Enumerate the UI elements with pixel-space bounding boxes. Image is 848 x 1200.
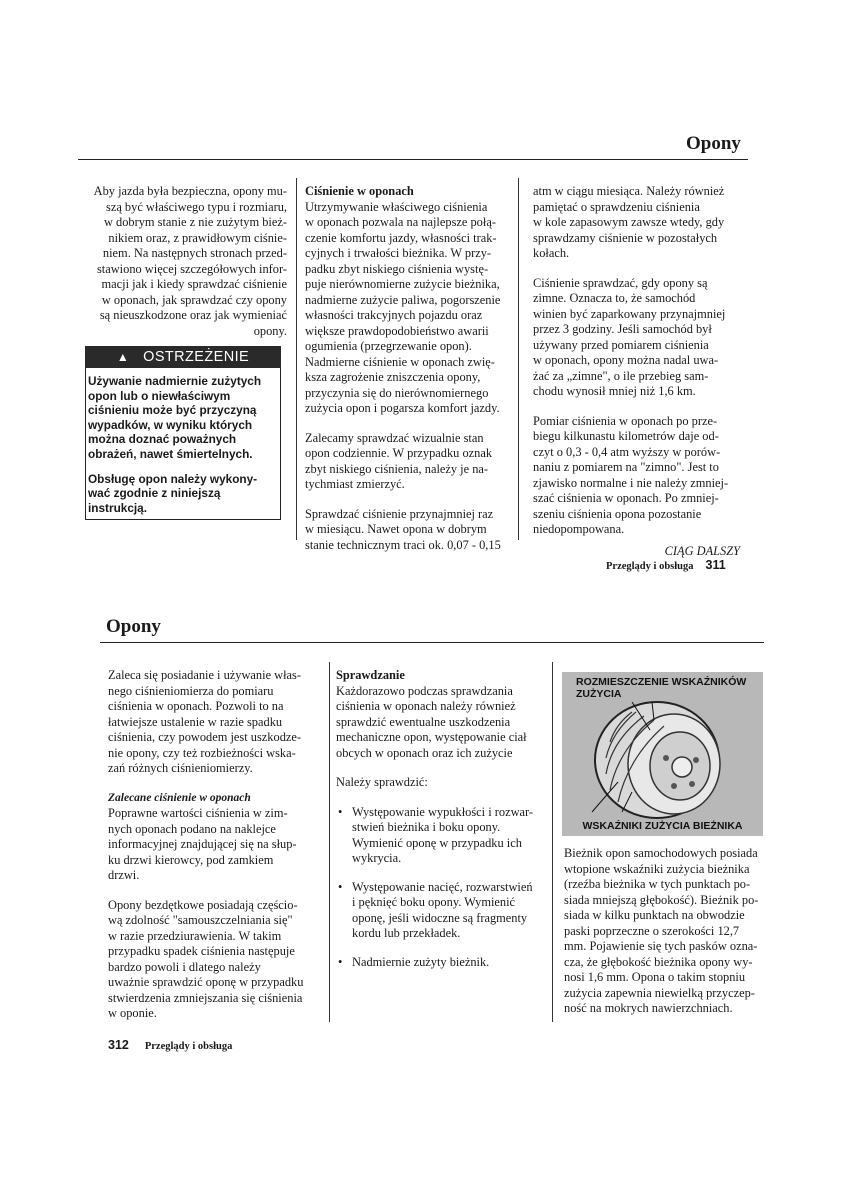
text-line: stawiono więcej szczegółowych infor- — [96, 261, 287, 276]
text-line: zań różnych ciśnieniomierzy. — [108, 761, 253, 775]
text-line: w oponach, opony można nadal uwa- — [533, 353, 719, 367]
bottom-col3 — [564, 846, 769, 1017]
text-line: zbyt niskiego ciśnienia, należy je na- — [305, 461, 489, 476]
text-line: winien być zaparkowany przynajmniej — [533, 306, 726, 321]
text-line: przypadku spadek ciśnienia następuje — [108, 944, 295, 958]
tread-wear-figure — [562, 672, 763, 836]
text-line: nadmierne zużycie paliwa, pogorszenie — [305, 292, 501, 307]
text-line: ksza zagrożenie zniszczenia opony, — [305, 370, 481, 384]
tread-indicator-paragraph — [564, 846, 769, 1017]
text-line: ność na mokrych nawierzchniach. — [564, 1001, 733, 1015]
page-title-top: Opony — [686, 133, 741, 154]
text-line: pamiętać o sprawdzeniu ciśnienia — [533, 199, 700, 214]
text-line: można doznać poważnych — [88, 432, 237, 447]
section-heading-pressure: Ciśnienie w oponach — [305, 184, 414, 198]
text-line: informacyjnej znajdującej się na słup- — [108, 837, 297, 851]
check-list-intro: Należy sprawdzić: — [336, 775, 428, 789]
text-line: Występowanie wypukłości i rozwar- — [352, 804, 534, 819]
text-line: nikiem oraz, z prawidłowym ciśnie- — [108, 230, 287, 245]
text-line: Nadmierne ciśnienie w oponach zwię- — [305, 354, 495, 369]
text-line: łatwiejsze ustalenie w razie spadku — [108, 714, 283, 729]
text-line: większe prawdopodobieństwo awarii — [305, 323, 489, 338]
text-line: Ciśnienie sprawdzać, gdy opony są — [533, 275, 708, 290]
text-line: padku zbyt niskiego ciśnienia wystę- — [305, 261, 489, 276]
text-line: Zalecamy sprawdzać wizualnie stan — [305, 430, 484, 445]
text-line: nych oponach podano na naklejce — [108, 821, 276, 836]
text-line: zużycia zapewnia niewielką przyczep- — [564, 985, 755, 1000]
text-line: opon lub o niewłaściwym — [88, 388, 231, 403]
text-line: ku drzwi kierowcy, pod zamkiem — [108, 852, 274, 867]
warning-triangle-icon: ▲ — [116, 350, 130, 364]
intro-paragraph — [87, 184, 287, 339]
bottom-col1 — [108, 668, 323, 1022]
text-line: nego ciśnieniomierza do pomiaru — [108, 683, 274, 698]
text-line: szać ciśnienia w oponach. Po zmniej- — [533, 491, 719, 505]
text-line: własności trakcyjnych pojazdu oraz — [305, 308, 483, 322]
text-line: ogumienia (przegrzewanie opon). — [305, 339, 472, 353]
text-line: Każdorazowo podczas sprawdzania — [336, 683, 513, 698]
text-line: wypadków, w wyniku których — [88, 417, 253, 432]
check-list-item — [336, 955, 546, 971]
text-line: paski poprzeczne o szerokości 12,7 — [564, 923, 740, 938]
recommended-pressure-heading: Zalecane ciśnienie w oponach — [108, 791, 251, 804]
gauge-paragraph — [108, 668, 323, 777]
text-line: zimne. Oznacza to, że samochód — [533, 291, 696, 305]
text-line: uważnie sprawdzić oponę w przypadku — [108, 975, 304, 989]
text-line: instrukcją. — [88, 500, 148, 515]
text-line: cyjnych i trwałości bieżnika. W przy- — [305, 246, 492, 260]
text-line: Występowanie nacięć, rozwarstwień — [352, 879, 533, 894]
column-divider — [296, 178, 297, 540]
text-line: wtopione wskaźniki zużycia bieżnika — [564, 861, 750, 876]
checking-paragraph — [336, 684, 546, 762]
pressure-paragraph-6 — [533, 414, 748, 538]
continued-label: CIĄG DALSZY — [664, 543, 740, 558]
text-line: Wymienić oponę w przypadku ich — [352, 835, 522, 850]
text-line: ciśnienia w oponach. Pozwoli to na — [108, 699, 284, 713]
text-line: naniu z pomiarem na "zimno". Jest to — [533, 460, 719, 474]
text-line: szą być właściwego typu i rozmiaru, — [106, 199, 287, 214]
text-line: (rzeźba bieżnika w tych punktach po- — [564, 877, 751, 891]
text-line: kordu lub przekładek. — [352, 926, 461, 940]
check-list-item — [336, 880, 546, 942]
text-line: nie opony, czy też rozbieżności wska- — [108, 745, 296, 760]
page-title-bottom: Opony — [106, 616, 161, 637]
pressure-paragraph-3 — [305, 507, 520, 554]
text-line: przez 3 godziny. Jeśli samochód był — [533, 322, 712, 336]
text-line: Utrzymywanie właściwego ciśnienia — [305, 199, 488, 214]
bottom-col2 — [336, 668, 546, 983]
tire-illustration — [562, 672, 763, 836]
text-line: czyt o 0,3 - 0,4 atm wyższy w porów- — [533, 444, 721, 459]
check-list — [336, 805, 546, 971]
text-line: Nadmiernie zużyty bieżnik. — [352, 954, 490, 969]
text-line: siada w kilku punktach na obwodzie — [564, 908, 745, 922]
text-line: tychmiast zmierzyć. — [305, 477, 405, 491]
text-line: Pomiar ciśnienia w oponach po prze- — [533, 413, 718, 428]
text-line: nosi 1,6 mm. Opona o takim stopniu — [564, 970, 746, 984]
footer-section-name: Przeglądy i obsługa — [144, 1041, 233, 1052]
pressure-paragraph-2 — [305, 431, 520, 493]
text-line: mm. Pojawienie się tych pasków ozna- — [564, 939, 758, 953]
text-line: obrażeń, nawet śmiertelnych. — [88, 446, 253, 461]
text-line: sprawdzić ewentualne uszkodzenia — [336, 714, 511, 729]
text-line: szeniu ciśnienia opona pozostanie — [533, 506, 702, 521]
text-line: Sprawdzać ciśnienie przynajmniej raz — [305, 506, 494, 521]
check-list-item — [336, 805, 546, 867]
column-divider — [329, 662, 330, 1022]
text-line: opon codziennie. W przypadku oznak — [305, 446, 493, 460]
text-line: niem. Na następnych stronach przed- — [102, 246, 287, 260]
text-line: niedopompowana. — [533, 522, 625, 536]
warning-text-1 — [88, 374, 276, 462]
column-divider — [518, 178, 519, 540]
header-rule-bottom — [100, 642, 764, 643]
figure-caption: WSKAŹNIKI ZUŻYCIA BIEŻNIKA — [582, 820, 743, 832]
text-line: sprawdzamy ciśnienie w pozostałych — [533, 230, 718, 245]
text-line: Bieżnik opon samochodowych posiada — [564, 846, 758, 860]
footer-top — [606, 556, 746, 574]
text-line: stanie technicznym traci ok. 0,07 - 0,15 — [305, 537, 501, 552]
text-line: stwierdzenia zmniejszania się ciśnienia — [108, 990, 303, 1005]
text-line: stwień bieżnika i boku opony. — [352, 820, 501, 834]
text-line: wą zdolność "samouszczelniania się" — [108, 913, 293, 927]
text-line: w kole zapasowym zawsze wtedy, gdy — [533, 215, 725, 229]
top-col2 — [305, 184, 520, 553]
text-line: puje nierównomierne zużycie bieżnika, — [305, 277, 500, 291]
text-line: żać za „zimne", o ile przebieg sam- — [533, 368, 709, 383]
footer-bottom — [108, 1036, 308, 1054]
tubeless-paragraph — [108, 898, 323, 1022]
text-line: w miesiącu. Nawet opona w dobrym — [305, 522, 487, 536]
text-line: zjawisko normalne i nie należy zmniej- — [533, 475, 729, 490]
warning-title: OSTRZEŻENIE — [143, 349, 250, 365]
page-number-311: 311 — [705, 558, 726, 572]
text-line: kołach. — [533, 246, 570, 260]
text-line: Opony bezdętkowe posiadają częścio- — [108, 897, 298, 912]
text-line: czenie komfortu jazdy, własności trak- — [305, 230, 497, 245]
text-line: cza, że głębokość bieżnika opony wy- — [564, 954, 753, 969]
text-line: siada mniejszą głębokość). Bieżnik po- — [564, 892, 759, 907]
column-divider — [552, 662, 553, 1022]
pressure-paragraph-5 — [533, 276, 748, 400]
text-line: ciśnienia, czy powodem jest uszkodze- — [108, 730, 302, 744]
top-col3 — [533, 184, 748, 559]
text-line: oponę, jeśli widoczne są fragmenty — [352, 910, 528, 925]
text-line: opony. — [253, 323, 287, 338]
text-line: bardzo powoli i dlatego należy — [108, 959, 261, 974]
pressure-paragraph-4 — [533, 184, 748, 262]
warning-header — [85, 346, 281, 368]
text-line: zużycia opon i pogarsza komfort jazdy. — [305, 401, 500, 415]
text-line: Poprawne wartości ciśnienia w zim- — [108, 806, 288, 820]
text-line: przyczynia się do nierównomiernego — [305, 385, 489, 400]
pressure-paragraph-1 — [305, 200, 520, 417]
text-line: Aby jazda była bezpieczna, opony mu- — [93, 184, 287, 198]
footer-section-name: Przeglądy i obsługa — [606, 561, 694, 572]
recommended-pressure-paragraph — [108, 806, 323, 884]
text-line: Zaleca się posiadanie i używanie włas- — [108, 668, 302, 682]
text-line: atm w ciągu miesiąca. Należy również — [533, 184, 725, 198]
text-line: biegu kilkunastu kilometrów daje od- — [533, 429, 719, 443]
text-line: ciśnieniu może być przyczyną — [88, 403, 257, 418]
text-line: w oponach pozwala na najlepsze połą- — [305, 215, 496, 229]
text-line: Obsługę opon należy wykony- — [88, 471, 258, 486]
top-col1 — [87, 184, 287, 339]
text-line: Używanie nadmiernie zużytych — [88, 374, 262, 388]
text-line: są nieuszkodzone oraz jak wymieniać — [99, 308, 287, 322]
text-line: obcych w oponach oraz ich zużycie — [336, 745, 513, 760]
warning-text-2 — [88, 472, 276, 516]
figure-title: ROZMIESZCZENIE WSKAŹNIKÓW ZUŻYCIA — [576, 676, 747, 700]
text-line: w dobrym stanie z nie zużytym bież- — [103, 215, 287, 229]
text-line: mechaniczne opon, występowanie ciał — [336, 730, 527, 744]
page-number-312: 312 — [108, 1038, 129, 1052]
text-line: ciśnienia w oponach należy również — [336, 699, 516, 713]
text-line: w oponach, jak sprawdzać czy opony — [101, 292, 287, 307]
text-line: w razie przedziurawienia. W takim — [108, 928, 282, 943]
text-line: wać zgodnie z niniejszą — [88, 486, 221, 501]
text-line: i pęknięć boku opony. Wymienić — [352, 895, 516, 909]
text-line: w oponie. — [108, 1006, 157, 1020]
header-rule-top — [78, 159, 748, 160]
text-line: drzwi. — [108, 868, 140, 882]
section-heading-checking: Sprawdzanie — [336, 668, 405, 682]
text-line: macji jak i kiedy sprawdzać ciśnienie — [101, 277, 287, 291]
text-line: chodu wynosił mniej niż 1,6 km. — [533, 384, 696, 398]
text-line: wykrycia. — [352, 851, 402, 865]
warning-box — [85, 368, 281, 520]
text-line: używany przed pomiarem ciśnienia — [533, 337, 709, 352]
